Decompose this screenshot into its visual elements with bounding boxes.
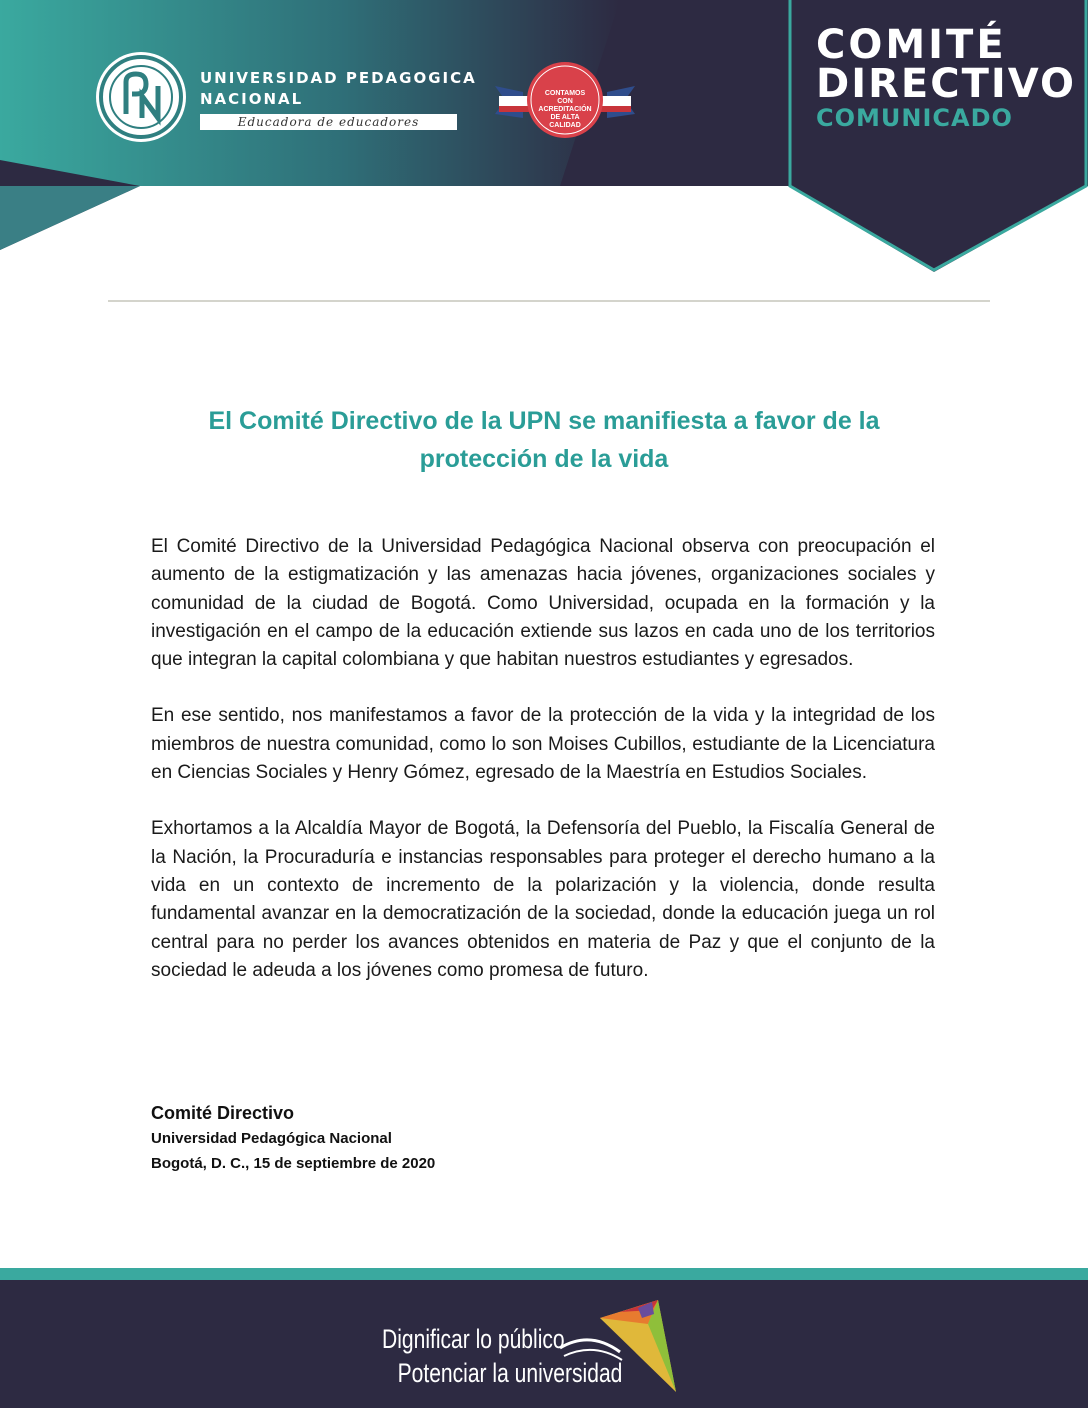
comite-title: COMITÉ <box>816 22 1007 68</box>
page-header <box>0 0 1088 300</box>
header-divider <box>108 300 990 302</box>
kite-icon <box>560 1290 690 1400</box>
accreditation-seal <box>495 56 635 156</box>
directivo-title: DIRECTIVO <box>816 61 1076 107</box>
signature-name: Comité Directivo <box>151 1103 295 1123</box>
slogan-line1: Dignificar lo público <box>382 1324 565 1354</box>
university-logo <box>96 52 186 142</box>
paragraph-1: El Comité Directivo de la Universidad Pedagógica Nacional observa con preocupación el aumento de la estigmatización y las amenazas hacia jóvenes, organizaciones sociales y comunidad de la ciudad de Bogotá. Como Universidad, ocupada en la formación y la investigación en el campo de la educación extiende sus lazos en cada uno de los territorios que integran la capital colombiana y que habitan nuestros estudiantes y egresados. <box>151 536 935 671</box>
signature-date: Bogotá, D. C., 15 de septiembre de 2020 <box>151 1155 436 1172</box>
document-title-line1: El Comité Directivo de la UPN se manifiesta a favor de la <box>208 407 880 435</box>
document-title-line2: protección de la vida <box>419 445 669 473</box>
comite-badge <box>816 22 1076 132</box>
paragraph-3: Exhortamos a la Alcaldía Mayor de Bogotá, la Defensoría del Pueblo, la Fiscalía General de la Nación, la Procuraduría e instancias responsables para proteger el derecho humano a la vida en un contexto de incremento de la polarización y la violencia, donde resulta fundamental avanzar en la democratización de la sociedad, donde la educación juega un rol central para no perder los avances obtenidos en materia de Paz y que el conjunto de la sociedad le adeuda a los jóvenes como promesa de futuro. <box>151 818 935 981</box>
comunicado-label: COMUNICADO <box>816 104 1013 132</box>
accreditation-line3: DE ALTA CALIDAD <box>549 114 581 129</box>
university-motto: Educadora de educadores <box>200 114 457 130</box>
university-name <box>200 68 477 110</box>
document-title <box>140 402 948 478</box>
accreditation-line1: CONTAMOS CON <box>544 90 586 105</box>
document-body <box>151 533 935 1013</box>
university-name-line1: UNIVERSIDAD PEDAGOGICA <box>200 69 477 87</box>
signature-block <box>151 1100 435 1176</box>
university-name-line2: NACIONAL <box>200 90 304 108</box>
signature-org: Universidad Pedagógica Nacional <box>151 1130 392 1147</box>
accreditation-text <box>537 90 593 130</box>
accreditation-line2: ACREDITACIÓN <box>538 106 592 113</box>
footer-teal-band <box>0 1268 1088 1280</box>
slogan-line2: Potenciar la universidad <box>397 1358 623 1388</box>
paragraph-2: En ese sentido, nos manifestamos a favor de la protección de la vida y la integridad de los miembros de nuestra comunidad, como lo son Moises Cubillos, estudiante de la Licenciatura en Ciencias Sociales y Henry Gómez, egresado de la Maestría en Estudios Sociales. <box>151 705 935 784</box>
